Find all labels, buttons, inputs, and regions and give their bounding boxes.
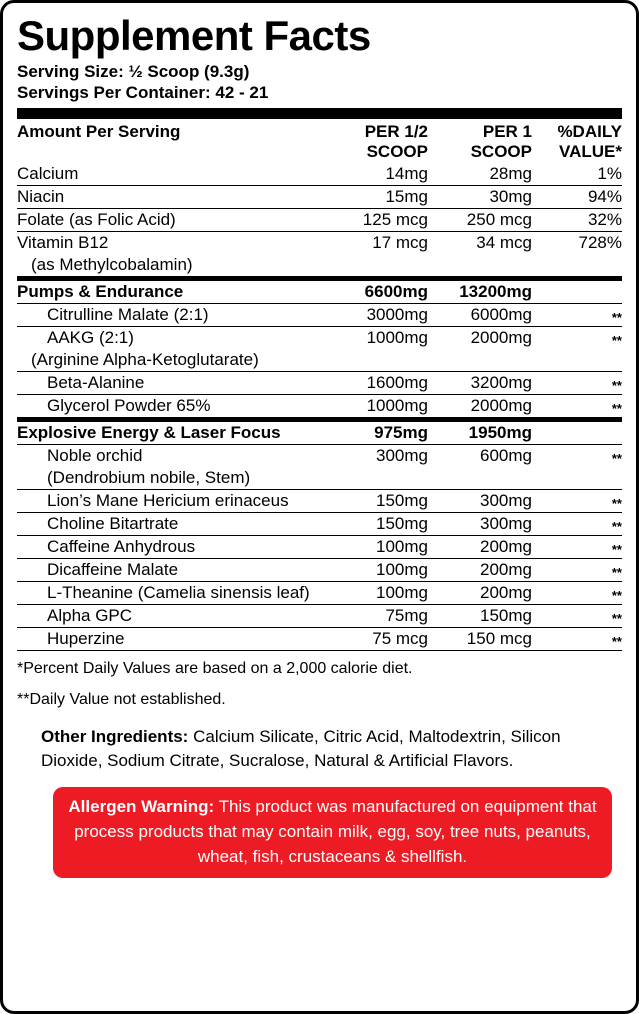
row-name: (Arginine Alpha-Ketoglutarate) [17, 349, 316, 372]
row-dv: ** [532, 395, 622, 420]
row-dv: ** [532, 605, 622, 628]
row-half: 15mg [316, 186, 428, 209]
header-per-half-scoop-line1: PER 1/2 [364, 122, 428, 141]
row-half [316, 349, 428, 372]
table-row [17, 513, 622, 536]
row-half: 975mg [316, 420, 428, 445]
table-row [17, 536, 622, 559]
divider-thick-top [17, 108, 622, 119]
table-row [17, 186, 622, 209]
row-one: 300mg [428, 513, 532, 536]
row-dv: ** [532, 304, 622, 327]
table-row [17, 467, 622, 490]
table-row [17, 232, 622, 255]
page-title: Supplement Facts [17, 12, 371, 59]
table-row [17, 163, 622, 186]
header-per-one-scoop-line1: PER 1 [482, 122, 532, 141]
row-dv: ** [532, 372, 622, 395]
row-name: Glycerol Powder 65% [17, 395, 316, 420]
row-dv: ** [611, 333, 622, 348]
row-dv: ** [532, 536, 622, 559]
row-dv: ** [532, 582, 622, 605]
header-daily-value-line1: %DAILY [557, 122, 622, 141]
row-name: Dicaffeine Malate [17, 559, 316, 582]
other-ingredients-text: Calcium Silicate, Citric Acid, Maltodextrin, Silicon Dioxide, Sodium Citrate, Sucralose, Natural & Artificial Flavors. [41, 727, 561, 770]
row-name: Huperzine [17, 628, 316, 651]
header-daily-value-line2: VALUE* [559, 142, 622, 161]
row-half: 6600mg [316, 279, 428, 304]
row-half: 1000mg [366, 328, 428, 347]
table-group-row [17, 420, 622, 445]
row-one: 250 mcg [428, 209, 532, 232]
table-row [17, 445, 622, 468]
row-one: 200mg [428, 582, 532, 605]
row-half: 300mg [376, 446, 428, 465]
row-half: 100mg [316, 559, 428, 582]
nutrition-table [17, 121, 622, 651]
row-name: Calcium [17, 163, 316, 186]
serving-size: Serving Size: ½ Scoop (9.3g) [17, 62, 250, 81]
footnote-not-established: **Daily Value not established. [17, 691, 226, 708]
row-name: Folate (as Folic Acid) [17, 209, 316, 232]
table-row [17, 582, 622, 605]
row-name: (as Methylcobalamin) [17, 254, 316, 279]
row-half: 75 mcg [316, 628, 428, 651]
row-dv [532, 349, 622, 372]
table-group-row [17, 279, 622, 304]
row-name: Niacin [17, 186, 316, 209]
row-one: 30mg [428, 186, 532, 209]
footnote-daily-value: *Percent Daily Values are based on a 2,000 calorie diet. [17, 660, 413, 677]
row-half: 14mg [316, 163, 428, 186]
row-one: 34 mcg [476, 233, 532, 252]
header-daily-value [532, 121, 622, 163]
row-dv: 32% [532, 209, 622, 232]
row-name: Caffeine Anhydrous [17, 536, 316, 559]
table-row [17, 628, 622, 651]
row-dv [532, 279, 622, 304]
table-row [17, 372, 622, 395]
table-row [17, 209, 622, 232]
table-row [17, 304, 622, 327]
row-half: 1600mg [316, 372, 428, 395]
row-one: 28mg [428, 163, 532, 186]
header-amount-per-serving: Amount Per Serving [17, 122, 181, 141]
row-half: 100mg [316, 536, 428, 559]
table-row [17, 254, 622, 279]
table-row [17, 605, 622, 628]
header-per-one-scoop-line2: SCOOP [470, 142, 532, 161]
table-row [17, 395, 622, 420]
row-name: AAKG (2:1) [47, 328, 134, 347]
row-one: 300mg [428, 490, 532, 513]
row-one: 13200mg [428, 279, 532, 304]
header-per-half-scoop-line2: SCOOP [366, 142, 428, 161]
row-name: Vitamin B12 [17, 233, 109, 252]
servings-per-container: Servings Per Container: 42 - 21 [17, 83, 269, 102]
row-half: 100mg [316, 582, 428, 605]
row-one [428, 349, 532, 372]
table-row [17, 490, 622, 513]
row-name: Choline Bitartrate [17, 513, 316, 536]
allergen-warning-box [53, 787, 612, 878]
row-dv: ** [532, 559, 622, 582]
row-dv: 94% [532, 186, 622, 209]
row-dv: ** [532, 513, 622, 536]
row-half: 150mg [316, 490, 428, 513]
row-half: 1000mg [316, 395, 428, 420]
header-per-half-scoop [316, 121, 428, 163]
allergen-warning-text: This product was manufactured on equipment that process products that may contain milk, egg, soy, tree nuts, peanuts, wheat, fish, crustaceans & shellfish. [74, 797, 597, 866]
row-one: 6000mg [428, 304, 532, 327]
row-half: 17 mcg [372, 233, 428, 252]
row-name: L-Theanine (Camelia sinensis leaf) [17, 582, 316, 605]
row-name: Lion’s Mane Hericium erinaceus [17, 490, 316, 513]
allergen-warning-label: Allergen Warning: [68, 797, 215, 816]
row-dv: ** [532, 628, 622, 651]
row-dv [532, 420, 622, 445]
row-dv [532, 467, 622, 490]
row-one: 200mg [428, 536, 532, 559]
row-one: 150mg [428, 605, 532, 628]
row-one: 200mg [428, 559, 532, 582]
other-ingredients [41, 725, 612, 773]
row-dv [532, 254, 622, 279]
row-half: 75mg [316, 605, 428, 628]
row-one: 2000mg [428, 395, 532, 420]
row-one [428, 254, 532, 279]
other-ingredients-label: Other Ingredients: [41, 727, 189, 746]
row-half: 125 mcg [316, 209, 428, 232]
table-header-row [17, 121, 622, 163]
row-one: 150 mcg [428, 628, 532, 651]
row-half [316, 467, 428, 490]
row-dv: 728% [578, 233, 622, 252]
row-name: Beta-Alanine [17, 372, 316, 395]
row-half [316, 254, 428, 279]
header-per-one-scoop [428, 121, 532, 163]
row-dv: ** [611, 451, 622, 466]
row-one: 600mg [480, 446, 532, 465]
row-one: 3200mg [428, 372, 532, 395]
row-one: 1950mg [428, 420, 532, 445]
row-half: 150mg [316, 513, 428, 536]
row-name: Noble orchid [47, 446, 143, 465]
row-one [428, 467, 532, 490]
row-dv: 1% [532, 163, 622, 186]
table-row [17, 559, 622, 582]
row-half: 3000mg [316, 304, 428, 327]
row-one: 2000mg [470, 328, 532, 347]
row-dv: ** [532, 490, 622, 513]
row-name: (Dendrobium nobile, Stem) [17, 467, 316, 490]
row-name: Alpha GPC [17, 605, 316, 628]
row-name: Explosive Energy & Laser Focus [17, 420, 316, 445]
row-name: Citrulline Malate (2:1) [17, 304, 316, 327]
table-row [17, 327, 622, 350]
row-name: Pumps & Endurance [17, 279, 316, 304]
table-row [17, 349, 622, 372]
